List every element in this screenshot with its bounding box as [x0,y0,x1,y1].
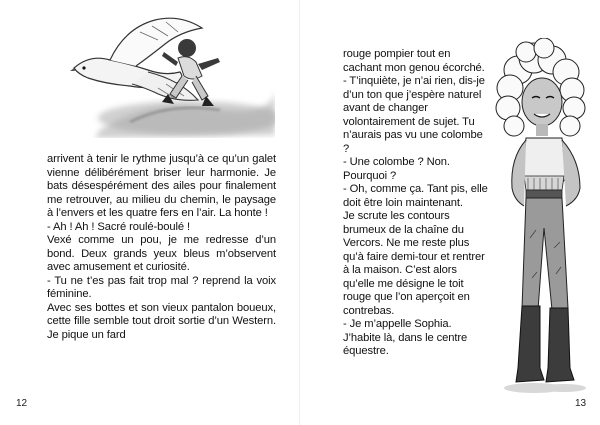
page-number-right: 13 [575,398,587,409]
right-page [300,0,600,425]
right-paragraph: rouge pompier tout en cachant mon genou écorché. [343,48,485,74]
right-paragraph: - Une colombe ? Non. Pourquoi ? [343,156,450,182]
page-number-left: 12 [16,398,28,409]
girl-illustration [470,38,600,408]
right-paragraph: - Je m’appelle Sophia. J’habite là, dans le centre équestre. [343,318,468,357]
dove-and-boy-illustration [70,10,275,138]
left-paragraph: Avec ses bottes et son vieux pantalon boueux, cette fille semble tout droit sortie d’un Western. Je pique un fard [47,301,276,341]
left-page-text [47,153,276,342]
right-paragraph: - T’inquiète, je n’ai rien, dis-je d’un ton que j’espère naturel avant de changer volontairement de sujet. Tu n’aurais pas vu une colombe ? [343,75,485,155]
left-paragraph: Vexé comme un pou, je me redresse d’un bond. Deux grands yeux bleus m’observent avec amusement et curiosité. [47,234,276,273]
right-page-text [343,48,491,359]
right-paragraph: Je scrute les contours brumeux de la chaîne du Vercors. Ne me reste plus qu’à faire demi-tour et rentrer à la maison. C’est alors qu’elle me désigne le toit rouge que l’on aperçoit en contrebas. [343,210,485,317]
left-paragraph: - Ah ! Ah ! Sacré roulé-boulé ! [47,220,191,233]
left-paragraph: - Tu ne t’es pas fait trop mal ? reprend la voix féminine. [47,274,276,300]
right-paragraph: - Oh, comme ça. Tant pis, elle doit être loin maintenant. [343,183,488,209]
left-paragraph: arrivent à tenir le rythme jusqu’à ce qu’un galet vienne délibérément briser leur harmonie. Je bats désespérément des ailes pour finalement me retrouver, au milieu du chemin, le paysage à l’envers et les quatre fers en l’air. La honte ! [47,153,276,219]
